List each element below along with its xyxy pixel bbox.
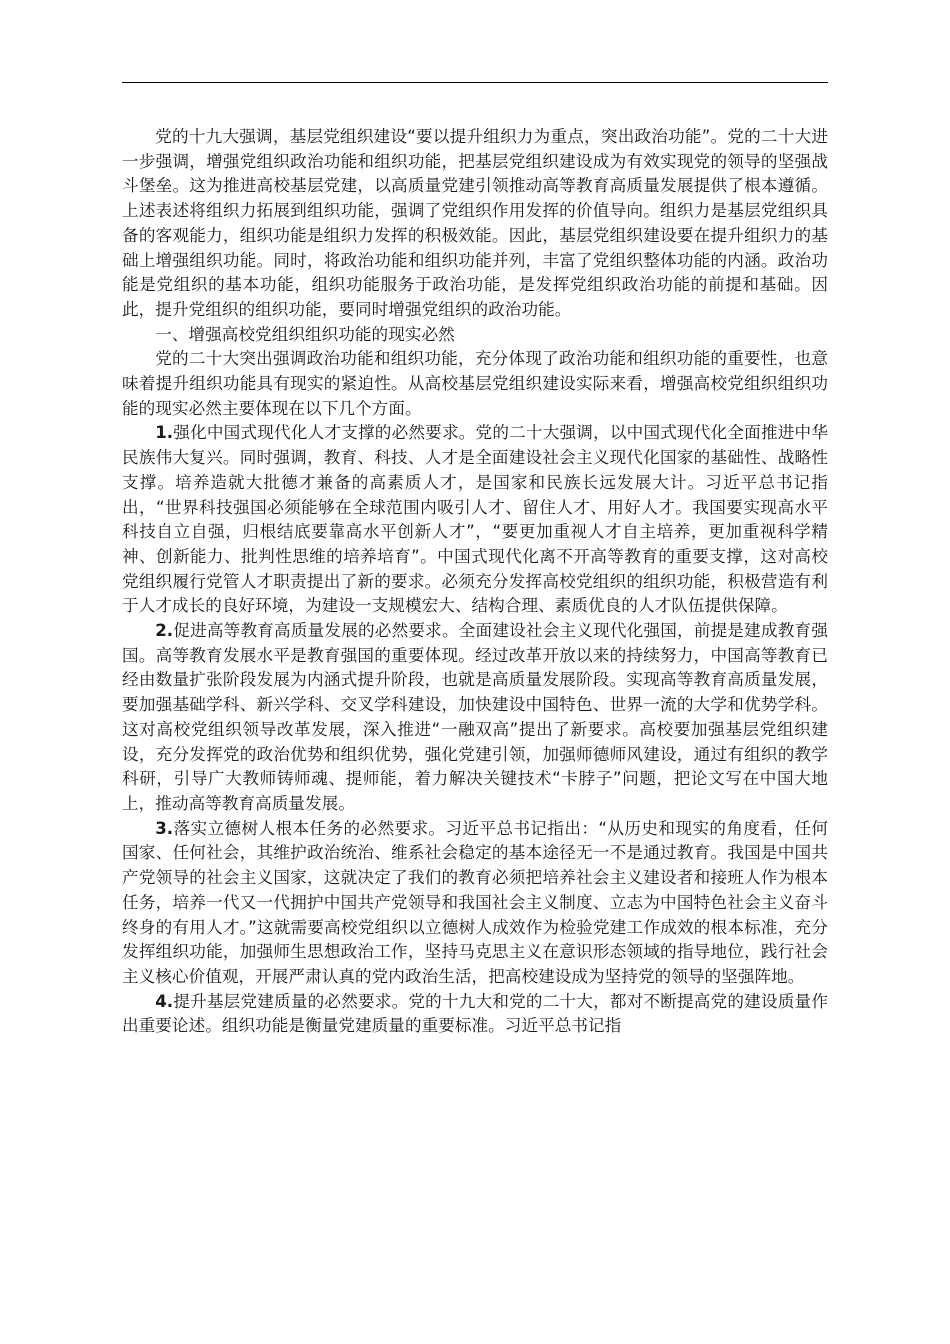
point-number: 2. — [155, 621, 174, 641]
header-rule — [122, 82, 828, 83]
point-4-paragraph: 4.提升基层党建质量的必然要求。党的十九大和党的二十大，都对不断提高党的建设质量作出重要论述。组织功能是衡量党建质量的重要标准。习近平总书记指 — [122, 991, 828, 1036]
point-number: 3. — [155, 818, 174, 838]
point-3-paragraph: 3.落实立德树人根本任务的必然要求。习近平总书记指出：“从历史和现实的角度看，任何国家、任何社会，其维护政治统治、维系社会稳定的基本途径无一不是通过教育。我国是中国共产党领导的社会主义国家，这就决定了我们的教育必须把培养社会主义建设者和接班人作为根本任务，培养一代又一代拥护中国共产党领导和我国社会主义制度、立志为中国特色社会主义奋斗终身的有用人才。”这就需要高校党组织以立德树人成效作为检验党建工作成效的根本标准，充分发挥组织功能，加强师生思想政治工作，坚持马克思主义在意识形态领域的指导地位，践行社会主义核心价值观，开展严肃认真的党内政治生活，把高校建设成为坚持党的领导的坚强阵地。 — [122, 818, 828, 986]
article-body — [122, 125, 828, 1039]
intro-paragraph: 党的十九大强调，基层党组织建设“要以提升组织力为重点，突出政治功能”。党的二十大进一步强调，增强党组织政治功能和组织功能，把基层党组织建设成为有效实现党的领导的坚强战斗堡垒。这为推进高校基层党建，以高质量党建引领推动高等教育高质量发展提供了根本遵循。上述表述将组织力拓展到组织功能，强调了党组织作用发挥的价值导向。组织力是基层党组织具备的客观能力，组织功能是组织力发挥的积极效能。因此，基层党组织建设要在提升组织力的基础上增强组织功能。同时，将政治功能和组织功能并列，丰富了党组织整体功能的内涵。政治功能是党组织的基本功能，组织功能服务于政治功能，是发挥党组织政治功能的前提和基础。因此，提升党组织的组织功能，要同时增强党组织的政治功能。 — [122, 127, 828, 319]
point-2-paragraph: 2.促进高等教育高质量发展的必然要求。全面建设社会主义现代化强国，前提是建成教育强国。高等教育发展水平是教育强国的重要体现。经过改革开放以来的持续努力，中国高等教育已经由数量扩张阶段发展为内涵式提升阶段，也就是高质量发展阶段。实现高等教育高质量发展，要加强基础学科、新兴学科、交叉学科建设，加快建设中国特色、世界一流的大学和优势学科。这对高校党组织领导改革发展，深入推进“一融双高”提出了新要求。高校要加强基层党组织建设，充分发挥党的政治优势和组织优势，强化党建引领，加强师德师风建设，通过有组织的教学科研，引导广大教师铸师魂、提师能，着力解决关键技术“卡脖子”问题，把论文写在中国大地上，推动高等教育高质量发展。 — [122, 621, 828, 813]
point-number: 4. — [155, 991, 174, 1011]
section-heading: 一、增强高校党组织组织功能的现实必然 — [155, 324, 455, 344]
point-1-paragraph: 1.强化中国式现代化人才支撑的必然要求。党的二十大强调，以中国式现代化全面推进中华民族伟大复兴。同时强调，教育、科技、人才是全面建设社会主义现代化国家的基础性、战略性支撑。培养造就大批德才兼备的高素质人才，是国家和民族长远发展大计。习近平总书记指出，“世界科技强国必须能够在全球范围内吸引人才、留住人才、用好人才。我国要实现高水平科技自立自强，归根结底要靠高水平创新人才”，“要更加重视人才自主培养，更加重视科学精神、创新能力、批判性思维的培养培育”。中国式现代化离不开高等教育的重要支撑，这对高校党组织履行党管人才职责提出了新的要求。必须充分发挥高校党组织的组织功能，积极营造有利于人才成长的良好环境，为建设一支规模宏大、结构合理、素质优良的人才队伍提供保障。 — [122, 423, 828, 616]
section-intro-paragraph: 党的二十大突出强调政治功能和组织功能，充分体现了政治功能和组织功能的重要性，也意味着提升组织功能具有现实的紧迫性。从高校基层党组织建设实际来看，增强高校党组织组织功能的现实必然主要体现在以下几个方面。 — [122, 349, 828, 418]
point-number: 1. — [155, 423, 174, 443]
